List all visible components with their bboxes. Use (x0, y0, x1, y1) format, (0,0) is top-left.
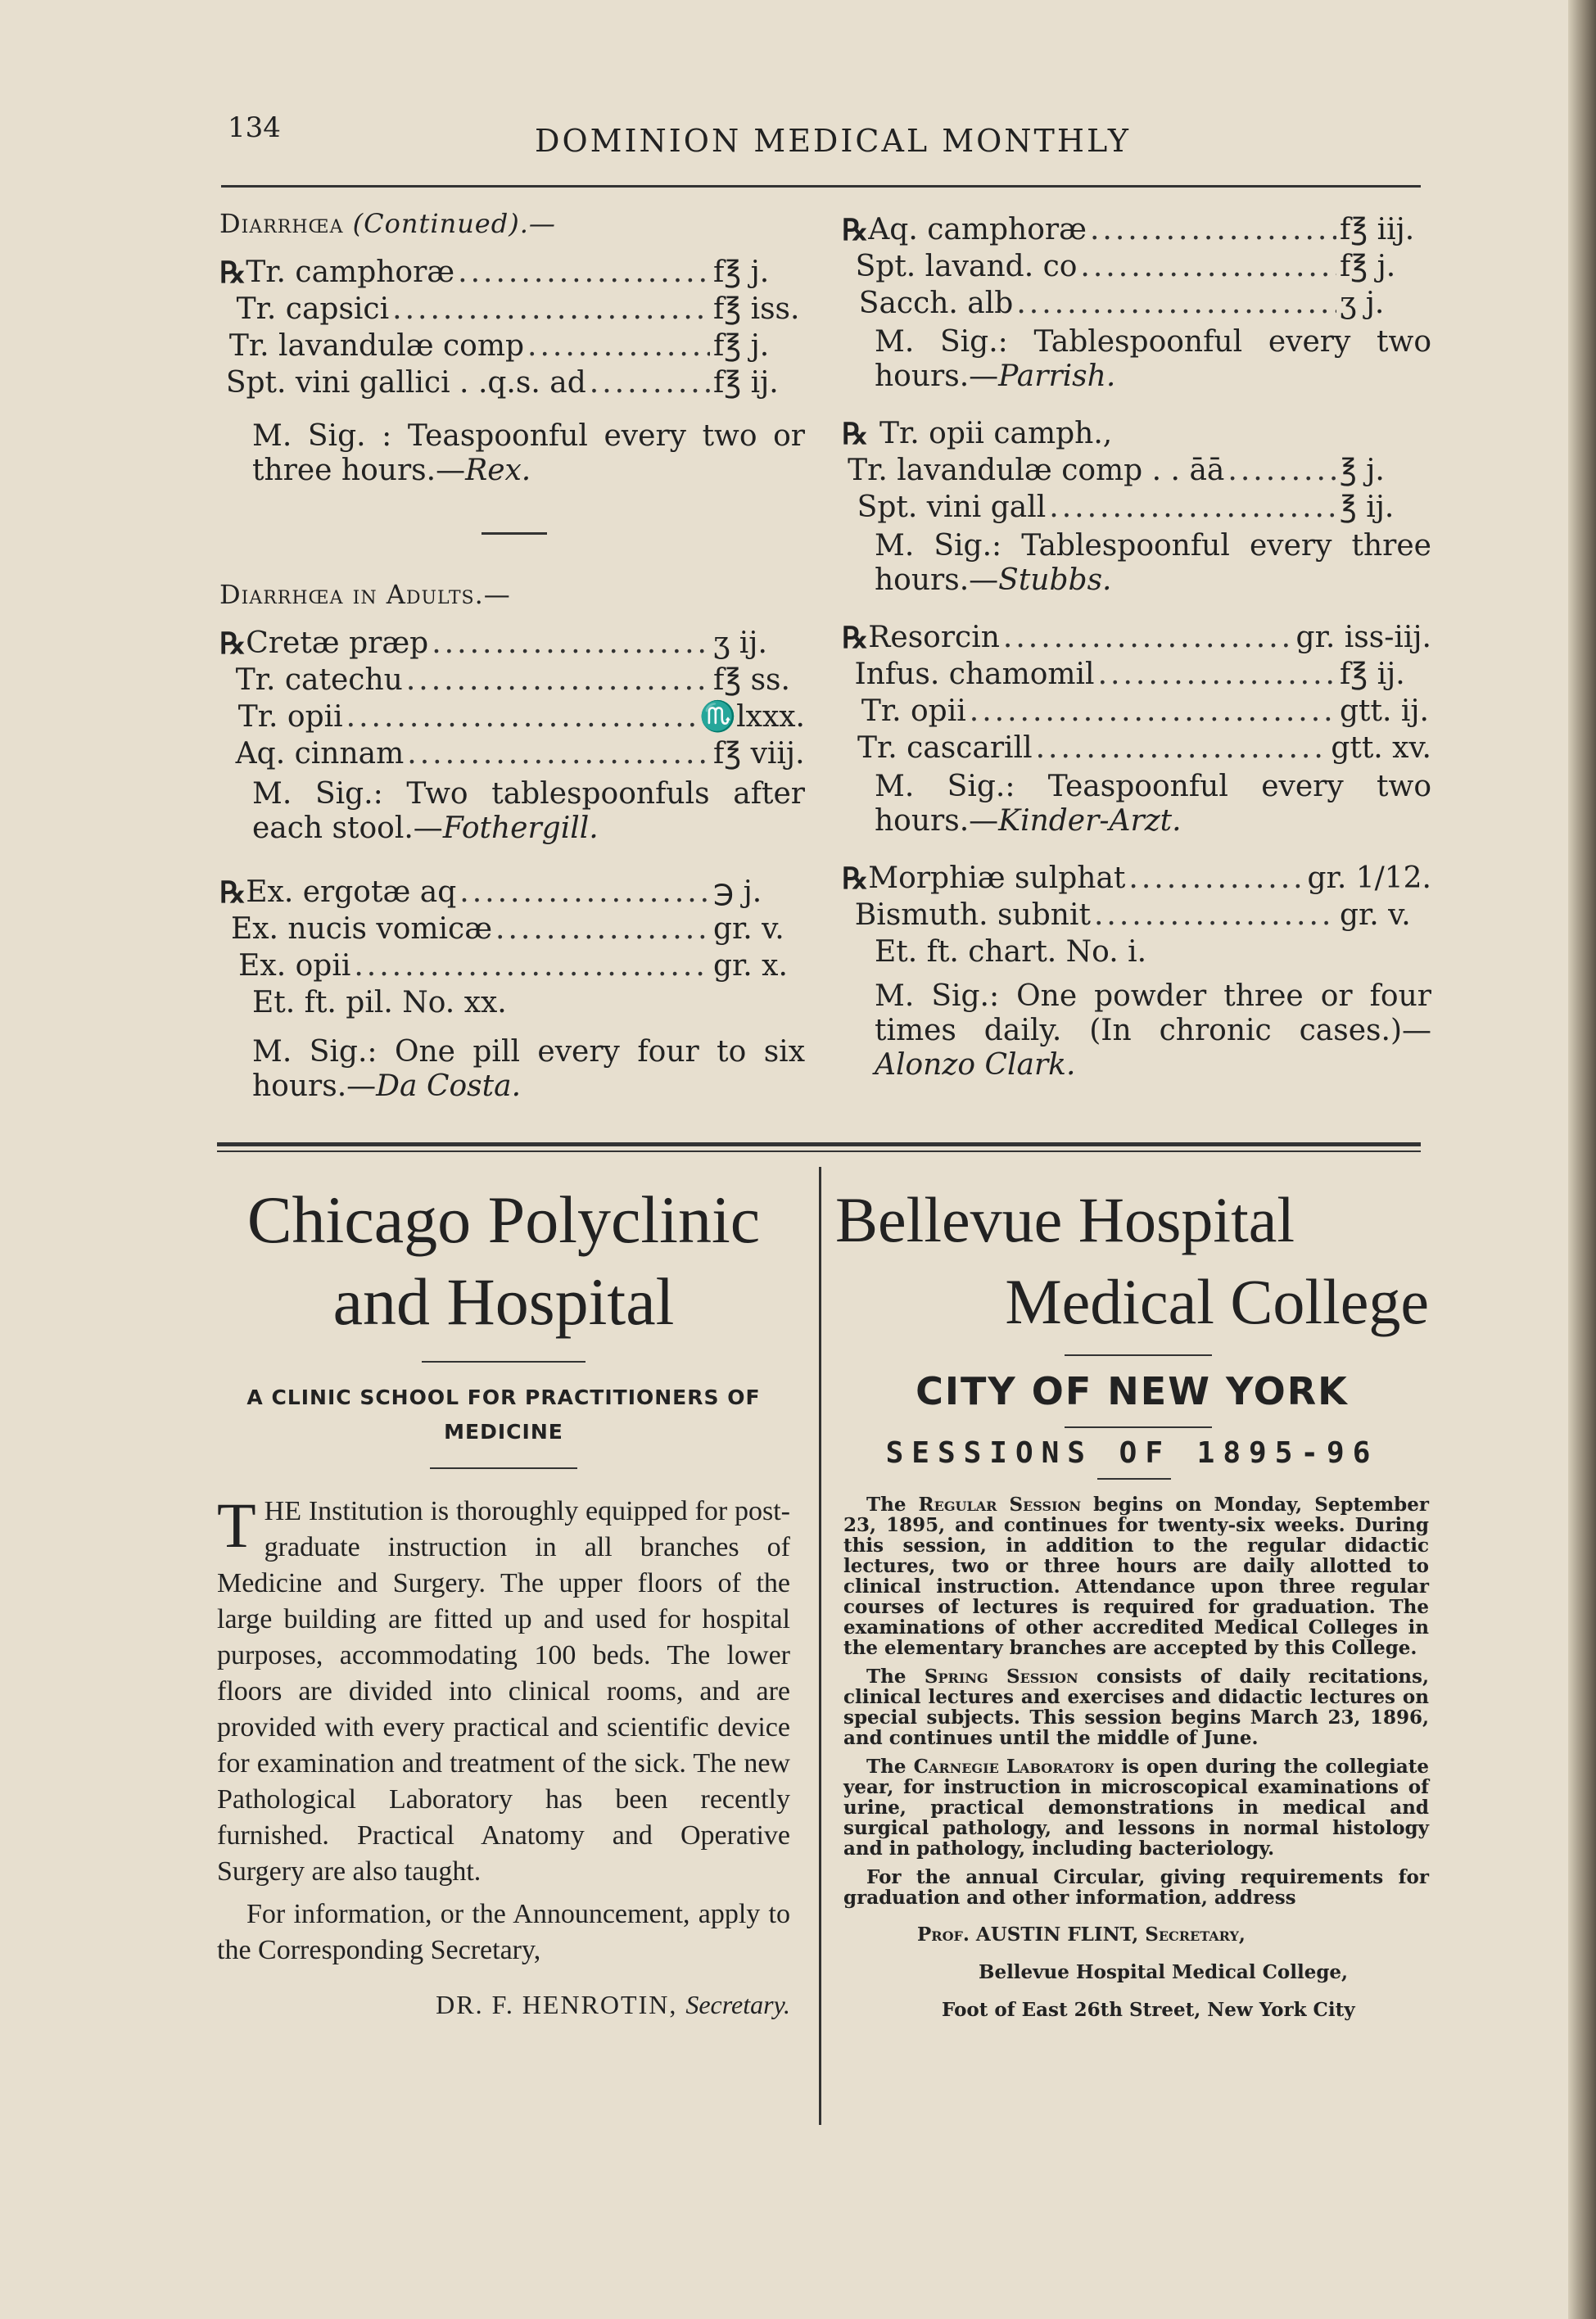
prescription-line (219, 254, 805, 291)
ingredient: Ex. ergotæ aq (246, 875, 457, 909)
dose: gr. 1/12. (1307, 861, 1431, 895)
prescription-line (842, 897, 1431, 933)
advertisement-divider (819, 1167, 821, 2125)
ad-title-line2: and Hospital (332, 1264, 675, 1339)
ad-body-text: HE Institution is thoroughly equipped for post-graduate instruction in all branches of Medicine and Surgery. The upper floors of the large building are fitted up and used for hospital purposes, accommodating 100 beds. The lower floors are divided into clinical rooms, and are provided with every practical and scientific device for examination and treatment of the sick. The new Pathological Laboratory has been recently furnished. Practical Anatomy and Operative Surgery are also taught. (217, 1496, 790, 1887)
prescription-line (842, 656, 1431, 693)
ingredient: Spt. lavand. co (855, 250, 1078, 283)
prescription-line (842, 730, 1431, 766)
ingredient: Cretæ præp (246, 626, 429, 660)
signa-text: M. Sig.: Tablespoonful every three hours.— (875, 529, 1431, 597)
prescription-line (842, 248, 1431, 285)
signa-text: M. Sig. : Teaspoonful every two or three hours.— (252, 419, 805, 487)
para-lead: The (866, 1756, 907, 1778)
para-text: is open during the collegiate year, for instruction in microscopical examinations of urine, practical demonstrations in medical and surgical pathology, and lessons in normal histology and in pathology, including bacteriology. (843, 1756, 1429, 1860)
signa (842, 325, 1431, 394)
ad-title (835, 1179, 1429, 1343)
leader-dots (1090, 211, 1336, 248)
prescription-extra: Et. ft. chart. No. i. (875, 935, 1147, 969)
signa-text: M. Sig.: One powder three or four times daily. (In chronic cases.)— (875, 979, 1431, 1047)
ingredient: Tr. opii camph., (879, 417, 1113, 450)
leader-dots (406, 662, 710, 698)
para-smallcaps: Regular Session (918, 1494, 1082, 1516)
leader-dots (407, 735, 710, 772)
ad-rule (1065, 1426, 1212, 1428)
signa (842, 770, 1431, 839)
page-header (228, 105, 1423, 159)
ingredient: Tr. lavandulæ comp . . āā (848, 454, 1225, 487)
para-smallcaps: Spring Session (924, 1666, 1078, 1688)
dose: ʒ ij. (713, 626, 767, 660)
right-column (842, 211, 1431, 1083)
attribution: Da Costa. (376, 1069, 522, 1103)
prescription-line (219, 291, 805, 328)
running-title: DOMINION MEDICAL MONTHLY (535, 123, 1131, 159)
leader-dots (1080, 248, 1336, 285)
leader-dots (1094, 897, 1336, 933)
prescription-line (842, 211, 1431, 248)
prescription (842, 211, 1431, 322)
leader-dots (1128, 860, 1304, 897)
ad-title-line2: Medical College (1005, 1266, 1429, 1337)
recipe-symbol: ℞ (842, 621, 869, 655)
dose: f℥ ij. (1340, 658, 1405, 691)
leader-dots (1098, 656, 1336, 693)
ad-city: CITY OF NEW YORK (916, 1369, 1349, 1413)
signature-line: Prof. AUSTIN FLINT, Secretary, (917, 1923, 1246, 1946)
section-heading-diarrhoea (219, 205, 805, 242)
ingredient: Tr. opii (237, 700, 343, 734)
signa-text: M. Sig.: Two tablespoonfuls after each stool.— (252, 777, 805, 845)
ad-body-text: For information, or the Announcement, apply to the Corresponding Secretary, (217, 1899, 790, 1965)
dose: f℥ viij. (713, 737, 805, 771)
leader-dots (392, 291, 710, 328)
signa (842, 529, 1431, 598)
prescription (219, 874, 805, 984)
section-heading-adults (219, 576, 805, 613)
leader-dots (590, 364, 710, 401)
signature-line: Bellevue Hospital Medical College, (979, 1961, 1349, 1983)
prescription-line (842, 693, 1431, 730)
dose: ʒ j. (1340, 287, 1385, 320)
prescription-line (842, 452, 1431, 489)
signature-name: DR. F. HENROTIN, (436, 1990, 678, 2019)
leader-dots (354, 947, 710, 984)
signa-text: M. Sig.: Teaspoonful every two hours.— (875, 770, 1431, 838)
dose: gtt. xv. (1331, 731, 1431, 765)
recipe-symbol: ℞ (842, 861, 869, 896)
prescription (842, 619, 1431, 766)
ingredient: Bismuth. subnit (854, 898, 1091, 932)
prescription-line (219, 328, 805, 364)
ad-signature (835, 1916, 1429, 2029)
ingredient: Tr. opii (861, 694, 966, 728)
dose: f℥ iss. (713, 292, 800, 326)
ad-rule (1065, 1354, 1212, 1356)
dose: f℥ iij. (1340, 213, 1415, 246)
ad-signature (217, 1987, 790, 2023)
prescription-line (842, 860, 1431, 897)
prescription (842, 860, 1431, 933)
leader-dots (970, 693, 1336, 730)
advertisement-rule (217, 1142, 1421, 1152)
recipe-symbol: ℞ (219, 626, 246, 661)
section-divider (482, 532, 547, 535)
ad-sessions: SESSIONS OF 1895-96 (885, 1436, 1379, 1470)
signa (842, 979, 1431, 1083)
prescription-line (842, 285, 1431, 322)
dose: ℥ j. (1340, 454, 1385, 487)
ad-body (217, 1489, 790, 2023)
prescription-line (842, 415, 1431, 452)
para-text: For the annual Circular, giving requirements for graduation and other information, address (843, 1866, 1429, 1909)
dose: f℥ j. (713, 329, 770, 363)
dose: gtt. ij. (1340, 694, 1429, 728)
ad-chicago-polyclinic (209, 1179, 798, 2023)
ingredient: Morphiæ sulphat (868, 861, 1126, 895)
dose: f℥ j. (1340, 250, 1396, 283)
leader-dots (1003, 619, 1293, 656)
attribution: Alonzo Clark. (875, 1048, 1076, 1082)
prescription-line (842, 619, 1431, 656)
ingredient: Tr. cascarill (857, 731, 1033, 765)
ad-bellevue-hospital (835, 1179, 1429, 2029)
para-smallcaps: Carnegie Laboratory (913, 1756, 1114, 1778)
dose: f℥ ss. (713, 663, 790, 697)
prescription-line (219, 911, 805, 947)
attribution: Fothergill. (442, 811, 599, 845)
dose: f℥ j. (713, 255, 770, 289)
dose: gr. v. (713, 912, 784, 946)
para-lead: The (866, 1494, 907, 1516)
prescription-line (219, 735, 805, 772)
signa-text: M. Sig.: Tablespoonful every two hours.— (875, 325, 1431, 393)
signa (219, 419, 805, 488)
heading-continued: (Continued).— (352, 208, 556, 239)
ingredient: Tr. camphoræ (246, 255, 455, 289)
left-column (219, 205, 805, 1104)
leader-dots (495, 911, 710, 947)
prescription-line (219, 947, 805, 984)
prescription-extra: Et. ft. pil. No. xx. (252, 986, 507, 1019)
signa (219, 777, 805, 846)
attribution: Kinder-Arzt. (998, 804, 1182, 838)
para-text: consists of daily recitations, clinical lectures and exercises and didactic lectures on special subjects. This session begins March 23, 1896, and continues until the middle of June. (843, 1666, 1429, 1749)
signature-title: Secretary. (685, 1990, 790, 2019)
attribution: Stubbs. (998, 563, 1112, 597)
ingredient: Aq. cinnam (235, 737, 405, 771)
dose: ♏lxxx. (699, 700, 805, 734)
prescription-line (219, 662, 805, 698)
ingredient: Ex. nucis vomicæ (230, 912, 493, 946)
ingredient: Infus. chamomil (854, 658, 1095, 691)
leader-dots (1016, 285, 1336, 322)
ad-rule (1097, 1478, 1171, 1480)
ad-title-line1: Bellevue Hospital (835, 1184, 1295, 1255)
prescription-line (219, 364, 805, 401)
drop-cap: T (217, 1489, 256, 1561)
leader-dots (459, 874, 710, 911)
prescription-line (219, 698, 805, 735)
leader-dots (346, 698, 697, 735)
recipe-symbol: ℞ (219, 875, 246, 910)
heading-text: Diarrhœa (219, 208, 344, 239)
ingredient: Spt. vini gall (857, 490, 1047, 524)
ingredient: Tr. lavandulæ comp (228, 329, 525, 363)
header-rule (221, 185, 1421, 188)
prescription-line (219, 874, 805, 911)
dose: ℈ j. (713, 875, 762, 909)
leader-dots (1228, 452, 1336, 489)
ad-title-line1: Chicago Polyclinic (246, 1182, 761, 1257)
prescription (219, 625, 805, 772)
ingredient: Ex. opii (238, 949, 351, 983)
para-text: begins on Monday, September 23, 1895, and continues for twenty-six weeks. During this session, in addition to the regular didactic lectures, two or three hours are daily allotted to clinical instruction. Attendance upon three regular courses of lectures is required for graduation. The examinations of other accredited Medical Colleges in the elementary branches are accepted by this College. (843, 1494, 1429, 1659)
prescription (842, 415, 1431, 526)
ad-rule (430, 1467, 577, 1469)
ad-rule (422, 1361, 586, 1363)
ad-subtitle: A CLINIC SCHOOL FOR PRACTITIONERS OF MEDICINE (246, 1386, 761, 1444)
recipe-symbol: ℞ (219, 255, 246, 290)
page-edge (1568, 0, 1596, 2319)
recipe-symbol: ℞ (842, 417, 869, 451)
ingredient: Resorcin (868, 621, 1000, 654)
signa-text: M. Sig.: One pill every four to six hours.— (252, 1035, 805, 1103)
attribution: Rex. (465, 454, 531, 487)
dose: gr. iss-iij. (1295, 621, 1431, 654)
recipe-symbol: ℞ (842, 213, 869, 247)
signature-line: Foot of East 26th Street, New York City (942, 1999, 1355, 2021)
ingredient: Sacch. alb (858, 287, 1014, 320)
dose: f℥ ij. (713, 366, 779, 400)
prescription-line (219, 625, 805, 662)
page-number: 134 (228, 111, 281, 144)
leader-dots (432, 625, 710, 662)
ad-title (209, 1179, 798, 1343)
leader-dots (458, 254, 710, 291)
ad-body (843, 1494, 1429, 1908)
dose: gr. v. (1340, 898, 1411, 932)
heading-text: Diarrhœa in Adults.— (219, 579, 511, 610)
ingredient: Aq. camphoræ (868, 213, 1087, 246)
prescription-line (842, 489, 1431, 526)
ingredient: Tr. capsici (236, 292, 390, 326)
leader-dots (527, 328, 710, 364)
ingredient: Tr. catechu (235, 663, 403, 697)
dose: gr. x. (713, 949, 788, 983)
dose: ℥ ij. (1340, 490, 1395, 524)
leader-dots (1036, 730, 1328, 766)
leader-dots (1049, 489, 1336, 526)
para-lead: The (866, 1666, 907, 1688)
ingredient: Spt. vini gallici . .q.s. ad (225, 366, 586, 400)
signa (219, 1035, 805, 1104)
prescription (219, 254, 805, 401)
attribution: Parrish. (998, 359, 1116, 393)
